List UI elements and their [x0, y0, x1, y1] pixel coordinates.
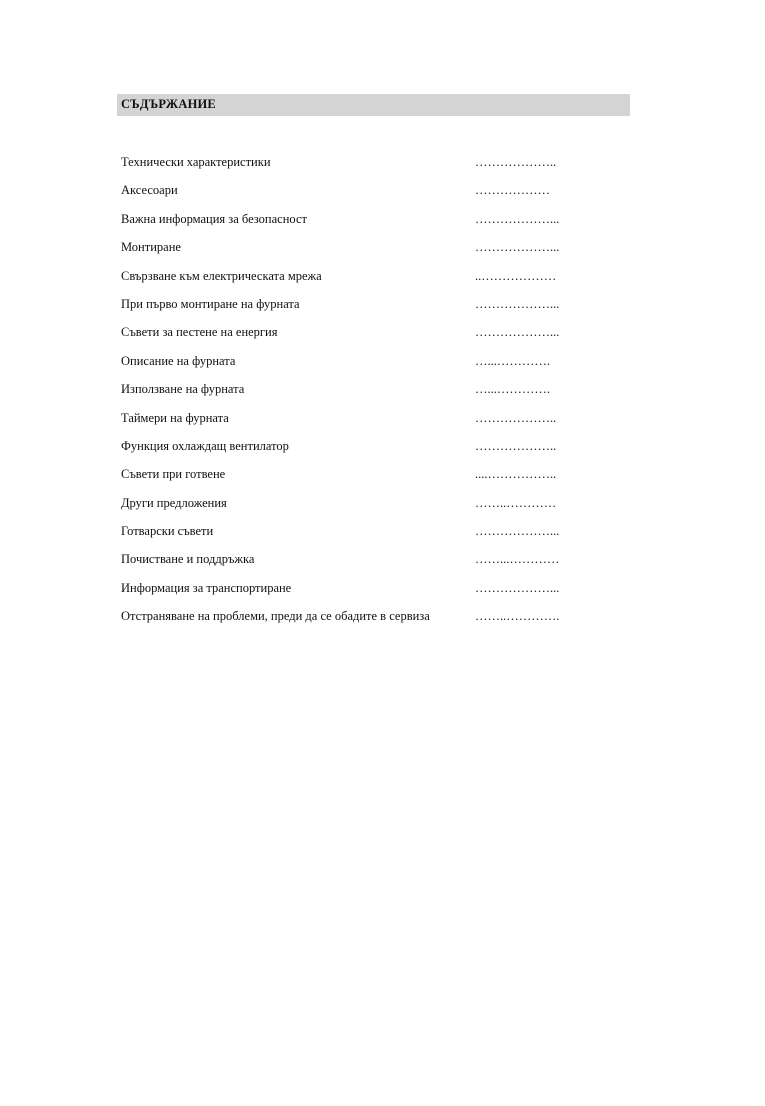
toc-entry: [121, 438, 641, 466]
toc-entry: [121, 466, 641, 494]
toc-entry-leader: ………………: [475, 183, 550, 198]
toc-entry: [121, 154, 641, 182]
toc-entry-leader: ………………..: [475, 438, 557, 453]
toc-entry: [121, 495, 641, 523]
toc-entry-label: Използване на фурната: [121, 382, 245, 397]
toc-entry-leader: …...………….: [475, 353, 550, 368]
toc-entry: [121, 523, 641, 551]
table-of-contents: [121, 154, 641, 637]
toc-entry-label: Почистване и поддръжка: [121, 552, 255, 567]
toc-entry-leader: ……...…………: [475, 552, 560, 567]
toc-entry-leader: ………………...: [475, 296, 560, 311]
toc-entry-label: Монтиране: [121, 240, 181, 255]
toc-entry-label: Свързване към електрическата мрежа: [121, 268, 322, 283]
toc-entry-label: Таймери на фурната: [121, 410, 229, 425]
toc-entry-leader: ………………...: [475, 524, 560, 539]
toc-entry-label: Отстраняване на проблеми, преди да се обадите в сервиза: [121, 609, 430, 624]
toc-entry: [121, 324, 641, 352]
toc-entry-leader: ………………...: [475, 240, 560, 255]
toc-entry: [121, 410, 641, 438]
toc-entry-leader: ………………...: [475, 325, 560, 340]
toc-entry-label: Съвети за пестене на енергия: [121, 325, 278, 340]
toc-entry-label: Функция охлаждащ вентилатор: [121, 438, 289, 453]
contents-heading: СЪДЪРЖАНИЕ: [121, 97, 216, 111]
toc-entry-leader: ………………...: [475, 580, 560, 595]
toc-entry-label: Технически характеристики: [121, 155, 271, 169]
toc-entry-label: Описание на фурната: [121, 353, 236, 368]
toc-entry-leader: ………………..: [475, 410, 557, 425]
toc-entry: [121, 296, 641, 324]
toc-entry: [121, 239, 641, 267]
contents-heading-bar: [117, 94, 630, 116]
toc-entry-label: Важна информация за безопасност: [121, 211, 307, 226]
toc-entry: [121, 182, 641, 210]
toc-entry-leader: ………………...: [475, 211, 560, 226]
toc-entry-label: Информация за транспортиране: [121, 580, 292, 595]
toc-entry-leader: ..………………: [475, 268, 557, 283]
toc-entry: [121, 381, 641, 409]
toc-entry-leader: ………………..: [475, 155, 557, 169]
toc-entry: [121, 580, 641, 608]
toc-entry-label: Готварски съвети: [121, 524, 214, 539]
toc-entry-leader: …...………….: [475, 382, 550, 397]
toc-entry-leader: ……..…………: [475, 495, 557, 510]
toc-entry-label: Аксесоари: [121, 183, 178, 198]
toc-entry-label: При първо монтиране на фурната: [121, 296, 300, 311]
toc-entry: [121, 353, 641, 381]
toc-entry-label: Други предложения: [121, 495, 227, 510]
toc-entry: [121, 551, 641, 579]
toc-entry-label: Съвети при готвене: [121, 467, 226, 482]
toc-entry-leader: ....……………..: [475, 467, 557, 482]
toc-entry: [121, 211, 641, 239]
toc-entry: [121, 268, 641, 296]
toc-entry: [121, 608, 641, 636]
toc-entry-leader: ……..………….: [475, 609, 560, 624]
